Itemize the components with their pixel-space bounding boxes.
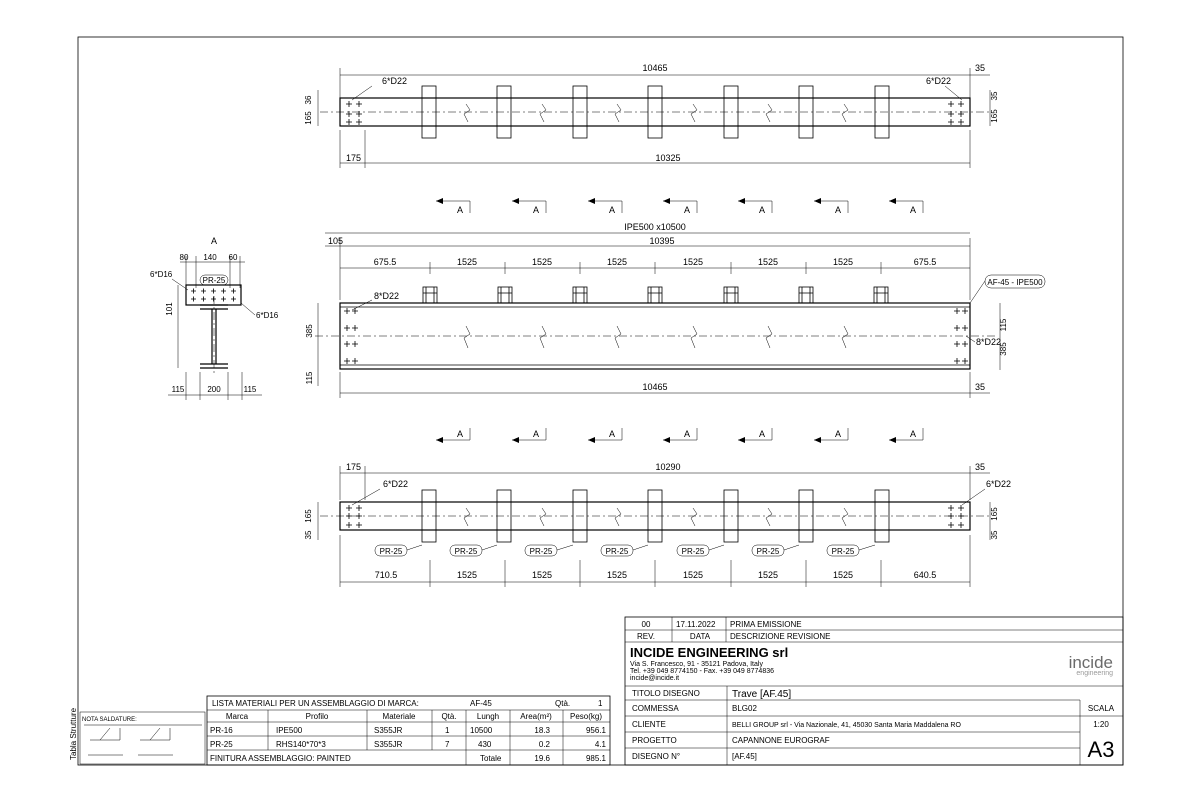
- elev-spacing-8: 675.5: [913, 257, 937, 267]
- top-span-dim: 10325: [655, 153, 681, 163]
- mat-header-marca: Marca: [225, 712, 249, 721]
- table-row-1-area: 18.3: [534, 726, 550, 735]
- scale-label: SCALA: [1087, 704, 1115, 713]
- elev-spacing-3: 1525: [531, 257, 553, 267]
- rev-number: 00: [641, 620, 651, 629]
- top-right-35: 35: [990, 91, 999, 101]
- field-value-commessa: BLG02: [732, 704, 757, 713]
- materials-total-label: Totale: [480, 754, 502, 763]
- section-marker: A: [759, 205, 766, 215]
- bottom-start-dim: 175: [346, 462, 362, 472]
- bottom-right-bolts-label: 6*D22: [986, 479, 1012, 489]
- top-right-165: 165: [990, 109, 999, 123]
- field-label-titolo: TITOLO DISEGNO: [632, 689, 700, 698]
- materials-qty-value: 1: [598, 699, 603, 708]
- elevation-right-bolts-label: 8*D22: [976, 337, 1002, 347]
- top-plan-view: [304, 63, 999, 168]
- table-row-2-peso: 4.1: [594, 740, 606, 749]
- table-row-2-profilo: RHS140*70*3: [276, 740, 326, 749]
- section-dim-60: 60: [228, 253, 238, 262]
- mat-header-lungh: Lungh: [476, 712, 500, 721]
- field-value-cliente: BELLI GROUP srl - Via Nazionale, 41, 45030 Santa Maria Maddalena RO: [732, 722, 961, 729]
- table-row-1-marca: PR-16: [210, 726, 233, 735]
- bottom-left-35: 35: [304, 530, 313, 540]
- bottom-spacing-6: 1525: [757, 570, 779, 580]
- section-bolts-top: 6*D16: [150, 270, 173, 279]
- table-row-2-materiale: S355JR: [374, 740, 403, 749]
- elevation-end-dim: 35: [975, 382, 986, 392]
- plate-tag: PR-25: [379, 547, 403, 556]
- bottom-spacing-8: 640.5: [913, 570, 937, 580]
- top-break-marks: [464, 104, 848, 122]
- section-top-plate: [186, 285, 241, 305]
- section-marker: A: [457, 429, 464, 439]
- elevation-profile-label: IPE500 x10500: [624, 222, 686, 232]
- bottom-right-35: 35: [990, 530, 999, 540]
- materials-finish: FINITURA ASSEMBLAGGIO: PAINTED: [210, 754, 351, 763]
- field-label-disegno: DISEGNO N°: [632, 752, 681, 761]
- top-start-dim: 175: [346, 153, 362, 163]
- mat-header-qta: Qtà.: [441, 712, 457, 721]
- section-title: A: [210, 236, 218, 246]
- bottom-left-bolts-label: 6*D22: [383, 479, 409, 489]
- bottom-left-bolt-group: [346, 505, 362, 528]
- section-marker: A: [910, 429, 917, 439]
- company-phone: Tel. +39 049 8774150 - Fax. +39 049 8774836: [630, 668, 775, 675]
- bottom-left-165: 165: [304, 509, 313, 523]
- section-marker: A: [835, 429, 842, 439]
- elev-spacing-5: 1525: [682, 257, 704, 267]
- bottom-spacing-3: 1525: [531, 570, 553, 580]
- rev-header-date: DATA: [689, 632, 711, 641]
- elevation-break-marks: [464, 326, 848, 348]
- field-value-titolo: Trave [AF.45]: [732, 689, 792, 700]
- table-row-1-peso: 956.1: [585, 726, 606, 735]
- bottom-spacing-5: 1525: [682, 570, 704, 580]
- table-row-1-qta: 1: [445, 726, 450, 735]
- bottom-spacing-7: 1525: [832, 570, 854, 580]
- top-overall-dim: 10465: [642, 63, 668, 73]
- company-logo: incide: [1068, 653, 1113, 672]
- bottom-right-165: 165: [990, 507, 999, 521]
- sheet-size: A3: [1087, 737, 1115, 762]
- section-marker: A: [684, 205, 691, 215]
- rev-date: 17.11.2022: [676, 620, 716, 629]
- elev-spacing-4: 1525: [606, 257, 628, 267]
- bottom-spacing-2: 1525: [456, 570, 478, 580]
- section-marker: A: [609, 205, 616, 215]
- plate-tag: PR-25: [454, 547, 478, 556]
- section-marker: A: [457, 205, 464, 215]
- company-email: incide@incide.it: [630, 675, 680, 682]
- mat-header-materiale: Materiale: [382, 712, 416, 721]
- section-dim-115-left: 115: [171, 385, 185, 394]
- section-bolts-side: 6*D16: [256, 311, 279, 320]
- mat-header-area: Area(m²): [520, 712, 552, 721]
- materials-total-area: 19.6: [534, 754, 550, 763]
- section-dim-101: 101: [165, 302, 174, 316]
- table-row-1-profilo: IPE500: [276, 726, 303, 735]
- elevation-left-bolts-label: 8*D22: [374, 291, 400, 301]
- top-end-dim: 35: [975, 63, 986, 73]
- weld-notes-title: NOTA SALDATURE:: [82, 717, 137, 723]
- section-dim-115-right: 115: [243, 385, 257, 394]
- table-row-2-lungh: 430: [478, 740, 492, 749]
- mat-header-profilo: Profilo: [305, 712, 329, 721]
- table-row-2-area: 0.2: [538, 740, 550, 749]
- elev-spacing-2: 1525: [456, 257, 478, 267]
- elev-dim-385-left: 385: [305, 324, 314, 338]
- materials-mark: AF-45: [470, 699, 492, 708]
- plate-tag: PR-25: [681, 547, 705, 556]
- top-right-bolts-label: 6*D22: [926, 76, 952, 86]
- elevation-view: [305, 222, 1045, 398]
- scale-value: 1:20: [1093, 720, 1109, 729]
- table-row-2-marca: PR-25: [210, 740, 233, 749]
- bottom-spacing-4: 1525: [606, 570, 628, 580]
- elev-dim-385-right: 385: [999, 342, 1008, 356]
- company-name: INCIDE ENGINEERING srl: [630, 645, 789, 660]
- rev-header-rev: REV.: [637, 632, 655, 641]
- sheet-border: [78, 37, 1123, 765]
- elev-spacing-1: 675.5: [373, 257, 397, 267]
- plate-tag: PR-25: [756, 547, 780, 556]
- section-arrows-top: [436, 198, 923, 215]
- bottom-plan-view: [304, 462, 1011, 587]
- elevation-span-dim: 10395: [649, 236, 675, 246]
- materials-total-weight: 985.1: [585, 754, 606, 763]
- side-label: Tabla Strutture: [69, 707, 78, 760]
- table-row-2-qta: 7: [445, 740, 450, 749]
- bottom-right-bolt-group: [948, 505, 964, 528]
- section-dim-200: 200: [207, 385, 221, 394]
- section-marker: A: [835, 205, 842, 215]
- company-address: Via S. Francesco, 91 - 35121 Padova, Italy: [630, 661, 763, 668]
- section-marker: A: [533, 205, 540, 215]
- mat-header-peso: Peso(kg): [569, 712, 603, 721]
- section-dim-80: 80: [179, 253, 189, 262]
- bottom-break-marks: [464, 508, 848, 526]
- elevation-overall-dim: 10465: [642, 382, 668, 392]
- plate-tag: PR-25: [529, 547, 553, 556]
- mark-tag-label: AF-45 - IPE500: [987, 278, 1043, 287]
- section-marker: A: [759, 429, 766, 439]
- section-plate-tag: PR-25: [202, 276, 226, 285]
- field-label-commessa: COMMESSA: [632, 704, 679, 713]
- rev-description: PRIMA EMISSIONE: [730, 620, 802, 629]
- elev-dim-115-right: 115: [999, 318, 1008, 332]
- section-marker: A: [533, 429, 540, 439]
- bottom-spacing-1: 710.5: [374, 570, 398, 580]
- plate-tag: PR-25: [605, 547, 629, 556]
- elevation-start-dim: 105: [328, 236, 344, 246]
- field-label-progetto: PROGETTO: [632, 736, 677, 745]
- bottom-end-dim: 35: [975, 462, 986, 472]
- table-row-1-materiale: S355JR: [374, 726, 403, 735]
- elev-dim-115-left: 115: [305, 371, 314, 385]
- section-marker: A: [609, 429, 616, 439]
- rev-header-desc: DESCRIZIONE REVISIONE: [730, 632, 831, 641]
- materials-title: LISTA MATERIALI PER UN ASSEMBLAGGIO DI MARCA:: [212, 699, 419, 708]
- field-label-cliente: CLIENTE: [632, 720, 666, 729]
- top-left-bolt-group: [346, 101, 362, 125]
- materials-table: [207, 696, 610, 765]
- elev-spacing-6: 1525: [757, 257, 779, 267]
- field-value-progetto: CAPANNONE EUROGRAF: [732, 736, 830, 745]
- elev-spacing-7: 1525: [832, 257, 854, 267]
- field-value-disegno: [AF.45]: [732, 752, 757, 761]
- section-dim-140: 140: [203, 253, 217, 262]
- weld-notes-box: [69, 707, 205, 764]
- top-left-bolts-label: 6*D22: [382, 76, 408, 86]
- materials-qty-label: Qtà.: [555, 699, 571, 708]
- section-marker: A: [684, 429, 691, 439]
- section-a-view: [150, 236, 279, 400]
- title-block: [625, 617, 1123, 765]
- company-logo-sub: engineering: [1076, 670, 1113, 677]
- plate-tag: PR-25: [831, 547, 855, 556]
- section-marker: A: [910, 205, 917, 215]
- elevation-top-brackets: [423, 287, 888, 303]
- section-arrows-bottom: [436, 428, 923, 443]
- bottom-span-dim: 10290: [655, 462, 681, 472]
- table-row-1-lungh: 10500: [470, 726, 493, 735]
- top-left-165: 165: [304, 111, 313, 125]
- top-left-36: 36: [304, 95, 313, 105]
- top-right-bolt-group: [948, 101, 964, 125]
